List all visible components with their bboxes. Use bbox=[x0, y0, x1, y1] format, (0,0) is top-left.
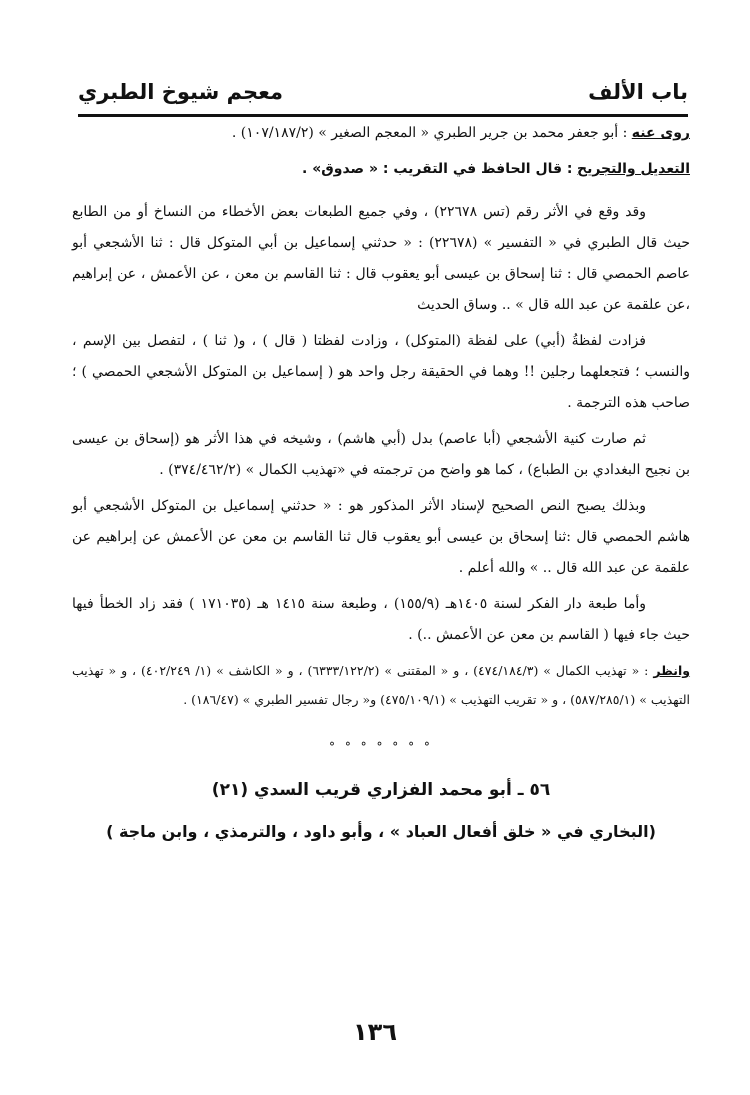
paragraph-4: وبذلك يصبح النص الصحيح لإسناد الأثر المذكور هو : « حدثني إسماعيل بن المتوكل الأشجعي أبو هاشم الحمصي قال :ثنا إسحاق بن عيسى أبو يعقوب قال ثنا القاسم بن معن عن الأعمش عن إبراهيم عن علقمة عن عبد الله قال .. » والله أعلم . bbox=[72, 498, 690, 576]
entry-title: ٥٦ ـ أبو محمد الفزاري قريب السدي (٢١) bbox=[211, 780, 551, 800]
tadil-text: : قال الحافظ في التقريب : « صدوق» . bbox=[302, 161, 573, 177]
book-title: معجم شيوخ الطبري bbox=[78, 80, 284, 104]
rawa-anhu-label: روى عنه bbox=[631, 125, 690, 141]
header-rule bbox=[78, 114, 688, 117]
unzur-references bbox=[72, 656, 690, 714]
page-body bbox=[72, 118, 690, 847]
tadil-label: التعديل والتجريح bbox=[576, 161, 690, 177]
page-number: ١٣٦ bbox=[353, 1018, 397, 1046]
unzur-text: : « تهذيب الكمال » (٤٧٤/١٨٤/٣) ، و « المقتنى » (٦٣٣٣/١٢٢/٢) ، و « الكاشف » (١/ ٤٠٢/٢٤٩) ، و « تهذيب التهذيب » (٥٨٧/٢٨٥/١) ، و « تقريب التهذيب » (٤٧٥/١٠٩/١) و« رجال تفسير الطبري » (١٨٦/٤٧) . bbox=[72, 663, 690, 707]
tadil-line bbox=[72, 154, 690, 185]
paragraph-2: فزادت لفظةُ (أبي) على لفظة (المتوكل) ، وزادت لفظتا ( قال ) ، و( ثنا ) ، لتفصل بين الإسم ، والنسب ؛ فتجعلهما رجلين !! وهما في الحقيقة رجل واحد هو ( إسماعيل بن المتوكل الأشجعي الحمصي ) ؛ صاحب هذه الترجمة . bbox=[72, 333, 690, 411]
paragraph-1: وقد وقع في الأثر رقم (تس ٢٢٦٧٨) ، وفي جميع الطبعات بعض الأخطاء من النساخ أو من الطابع حيث قال الطبري في « التفسير » (٢٢٦٧٨) : « حدثني إسماعيل بن أبي المتوكل قال : ثنا الأشجعي أبو عاصم الحمصي قال : ثنا إسحاق بن عيسى أبو يعقوب قال : ثنا القاسم بن معن ، عن الأعمش ، عن إبراهيم ،عن علقمة عن عبد الله قال » .. وساق الحديث bbox=[72, 204, 690, 313]
running-header bbox=[78, 72, 688, 112]
entry-subtitle: (البخاري في « خلق أفعال العباد » ، وأبو داود ، والترمذي ، وابن ماجة ) bbox=[106, 822, 656, 841]
section-title: باب الألف bbox=[588, 80, 688, 104]
rawa-anhu-line bbox=[72, 118, 690, 149]
paragraph-3: ثم صارت كنية الأشجعي (أبا عاصم) بدل (أبي هاشم) ، وشيخه في هذا الأثر هو (إسحاق بن عيسى بن نجيح البغدادي بن الطباع) ، كما هو واضح من ترجمته في «تهذيب الكمال » (٣٧٤/٤٦٢/٢) . bbox=[72, 431, 690, 478]
paragraph-5: وأما طبعة دار الفكر لسنة ١٤٠٥هـ (١٥٥/٩) ، وطبعة سنة ١٤١٥ هـ (١٧١٠٣٥ ) فقد زاد الخطأ فيها حيث جاء فيها ( القاسم بن معن عن الأعمش ..) . bbox=[72, 596, 690, 643]
separator-stars: ° ° ° ° ° ° ° bbox=[329, 740, 433, 754]
unzur-label: وانظر bbox=[653, 663, 691, 678]
rawa-anhu-text: : أبو جعفر محمد بن جرير الطبري « المعجم الصغير » (١٠٧/١٨٧/٢) . bbox=[231, 125, 628, 141]
